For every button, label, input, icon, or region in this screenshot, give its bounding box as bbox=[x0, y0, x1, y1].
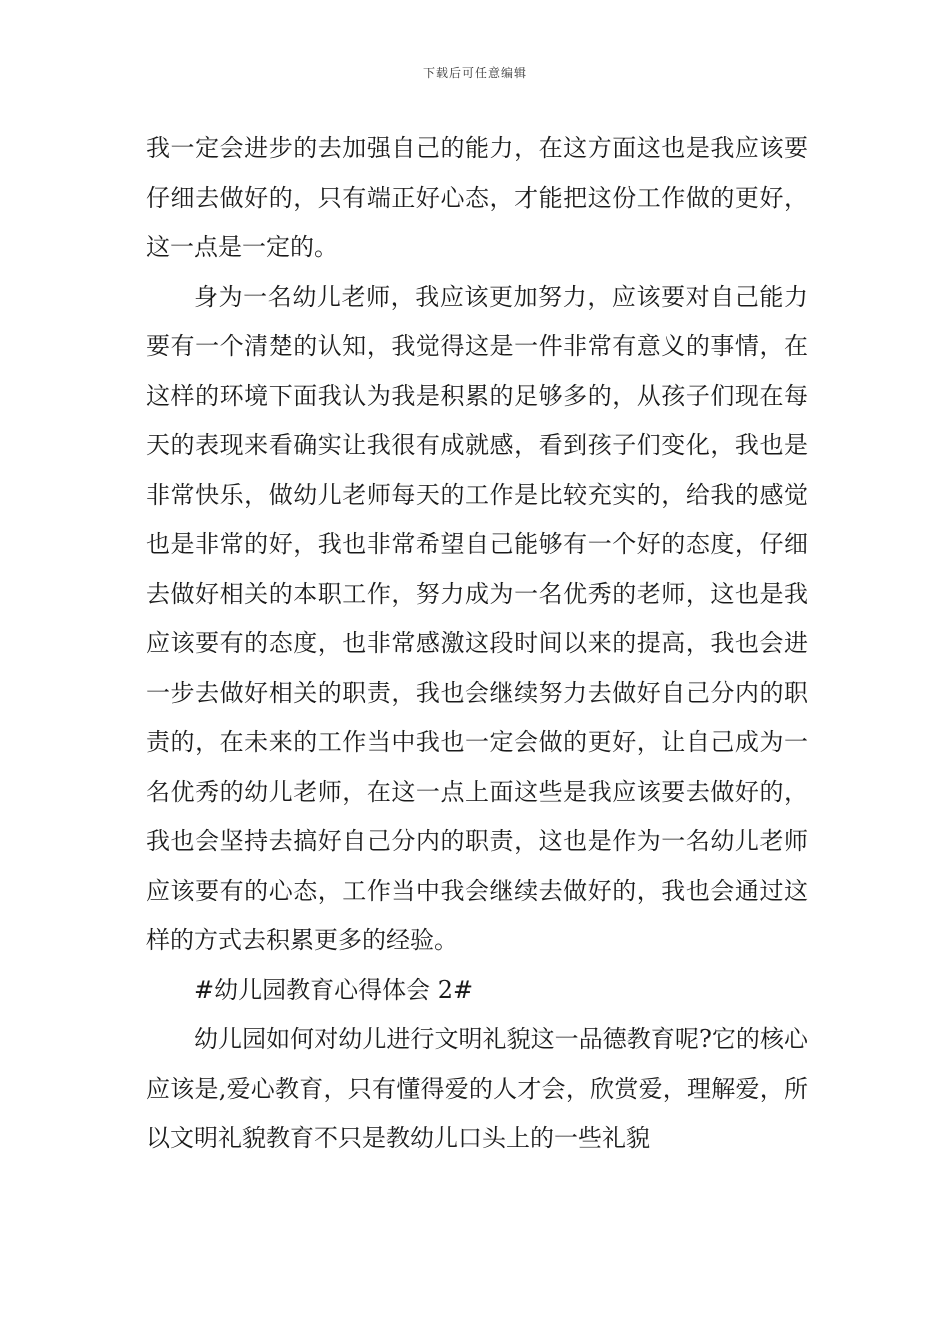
page-header: 下载后可任意编辑 bbox=[422, 66, 527, 80]
paragraph-section-intro: 幼儿园如何对幼儿进行文明礼貌这一品德教育呢?它的核心应该是,爱心教育，只有懂得爱的人才会，欣赏爱，理解爱，所以文明礼貌教育不只是教幼儿口头上的一些礼貌 bbox=[146, 1025, 808, 1152]
paragraph-continuation: 我一定会进步的去加强自己的能力，在这方面这也是我应该要仔细去做好的，只有端正好心态，才能把这份工作做的更好，这一点是一定的。 bbox=[146, 134, 808, 261]
section-heading: #幼儿园教育心得体会 2# bbox=[194, 975, 474, 1004]
document-body bbox=[146, 124, 808, 1164]
paragraph-main: 身为一名幼儿老师，我应该更加努力，应该要对自己能力要有一个清楚的认知，我觉得这是一件非常有意义的事情，在这样的环境下面我认为我是积累的足够多的，从孩子们现在每天的表现来看确实让我很有成就感，看到孩子们变化，我也是非常快乐，做幼儿老师每天的工作是比较充实的，给我的感觉也是非常的好，我也非常希望自己能够有一个好的态度，仔细去做好相关的本职工作，努力成为一名优秀的老师，这也是我应该要有的态度，也非常感激这段时间以来的提高，我也会进一步去做好相关的职责，我也会继续努力去做好自己分内的职责的，在未来的工作当中我也一定会做的更好，让自己成为一名优秀的幼儿老师，在这一点上面这些是我应该要去做好的，我也会坚持去搞好自己分内的职责，这也是作为一名幼儿老师应该要有的心态，工作当中我会继续去做好的，我也会通过这样的方式去积累更多的经验。 bbox=[146, 282, 808, 954]
